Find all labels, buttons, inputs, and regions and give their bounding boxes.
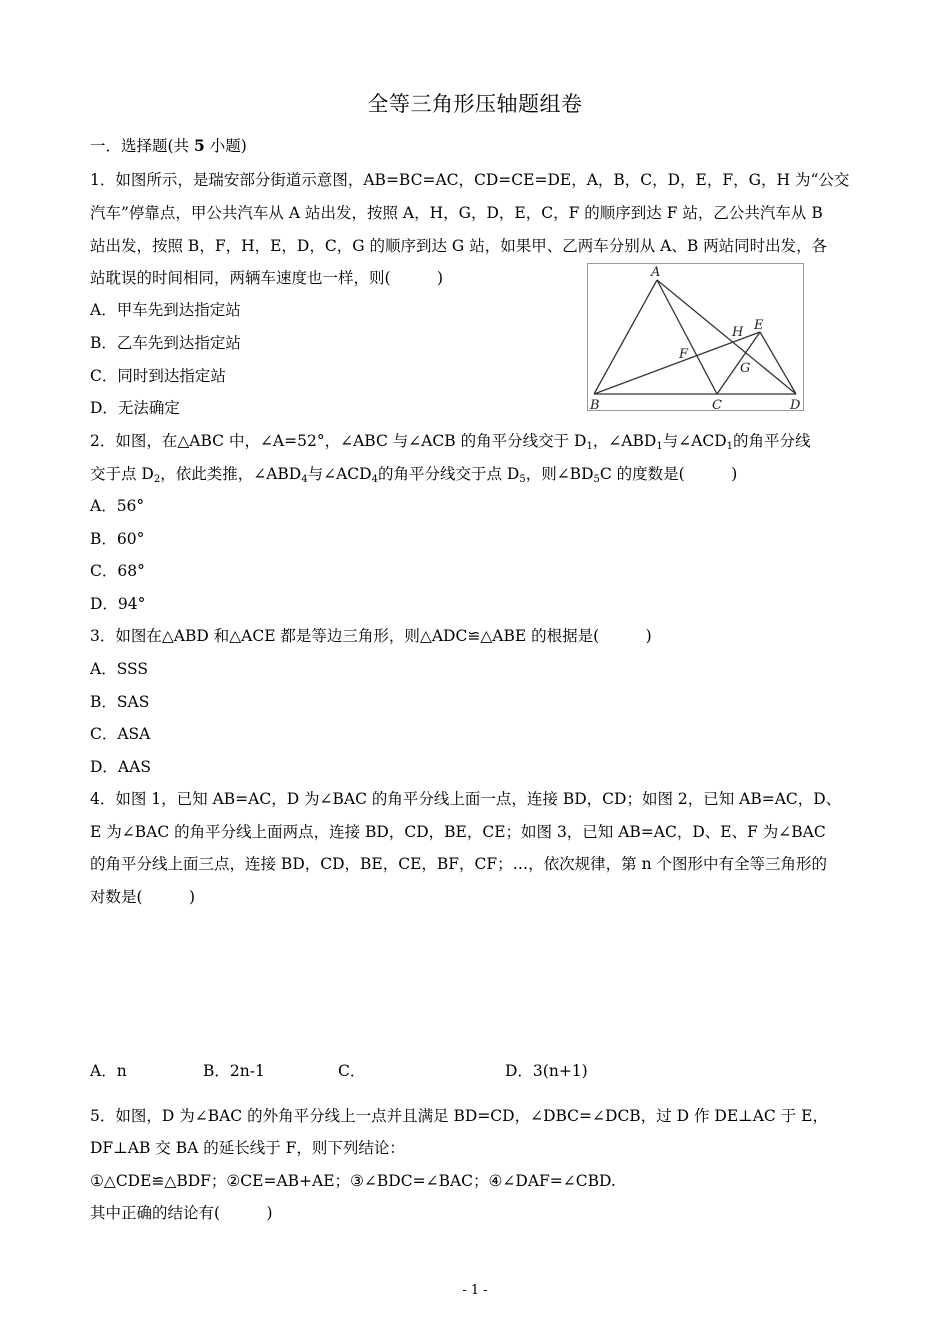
- label-h: H: [732, 325, 744, 340]
- q1-option-c: C．同时到达指定站: [90, 367, 226, 385]
- q3-text: 3．如图在△ABD 和△ACE 都是等边三角形，则△ADC≌△ABE 的根据是( ): [90, 627, 652, 645]
- q4-option-a: A．n: [90, 1062, 127, 1080]
- q5-line-1: 5．如图，D 为∠BAC 的外角平分线上一点并且满足 BD=CD，∠DBC=∠DCB，过 D 作 DE⊥AC 于 E，: [90, 1107, 828, 1125]
- q4-option-b: B．2n-1: [203, 1062, 265, 1080]
- q3-option-c: C．ASA: [90, 725, 151, 743]
- label-b: B: [590, 398, 600, 412]
- q5-line-2: DF⊥AB 交 BA 的延长线于 F，则下列结论：: [90, 1139, 405, 1157]
- q4-line-4: 对数是( ): [90, 888, 196, 906]
- q5-line-4: 其中正确的结论有( ): [90, 1204, 273, 1222]
- q1-option-d: D．无法确定: [90, 399, 180, 417]
- q4-line-2: E 为∠BAC 的角平分线上面两点，连接 BD，CD，BE，CE；如图 3，已知 AB=AC，D、E、F 为∠BAC: [90, 823, 826, 841]
- label-c: C: [712, 398, 722, 412]
- label-e: E: [754, 318, 764, 333]
- q2-option-b: B．60°: [90, 530, 145, 548]
- segment-be: [594, 332, 760, 394]
- q4-option-d: D．3(n+1): [505, 1062, 588, 1080]
- q2-option-c: C．68°: [90, 562, 145, 580]
- segment-ad: [657, 280, 796, 394]
- q4-line-1: 4．如图 1，已知 AB=AC，D 为∠BAC 的角平分线上面一点，连接 BD，CD；如图 2，已知 AB=AC，D、: [90, 790, 842, 808]
- q2-option-a: A．56°: [90, 497, 145, 515]
- label-f: F: [679, 347, 689, 362]
- page-title: 全等三角形压轴题组卷: [367, 92, 583, 116]
- page-number: - 1 -: [462, 1283, 488, 1298]
- q4-option-c: C．: [338, 1062, 366, 1080]
- q1-line-4: 站耽误的时间相同，两辆车速度也一样，则( ): [90, 269, 444, 287]
- q1-option-b: B．乙车先到达指定站: [90, 334, 241, 352]
- segment-ab: [594, 280, 657, 394]
- q4-line-3: 的角平分线上面三点，连接 BD，CD，BE，CE，BF，CF；…，依次规律，第 n 个图形中有全等三角形的: [90, 855, 828, 873]
- q3-option-d: D．AAS: [90, 758, 151, 776]
- q5-line-3: ①△CDE≌△BDF；②CE=AB+AE；③∠BDC=∠BAC；④∠DAF=∠CBD.: [90, 1172, 616, 1190]
- q1-option-a: A．甲车先到达指定站: [90, 301, 241, 319]
- q1-line-3: 站出发，按照 B，F，H，E，D，C，G 的顺序到达 G 站，如果甲、乙两车分别从 A、B 两站同时出发，各: [90, 237, 828, 255]
- q2-option-d: D．94°: [90, 595, 146, 613]
- label-d: D: [790, 398, 801, 412]
- q3-option-b: B．SAS: [90, 693, 150, 711]
- segment-ce: [717, 332, 760, 394]
- q2-line-1: 2．如图，在△ABC 中，∠A=52°，∠ABC 与∠ACB 的角平分线交于 $D_1$，$\angle ABD_1$与$\angle ACD_1$的角平分线: [90, 432, 811, 452]
- q1-line-1: 1．如图所示，是瑞安部分街道示意图，AB=BC=AC，CD=CE=DE，A，B，C，D，E，F，G，H 为“公交: [90, 171, 850, 189]
- section-heading: 一．选择题(共 5 小题): [90, 136, 247, 155]
- street-diagram-svg: [588, 264, 805, 412]
- segment-ac: [657, 280, 717, 394]
- label-g: G: [740, 361, 751, 376]
- q1-street-diagram: [587, 263, 804, 411]
- q2-line-2: 交于点 $D_2$，依此类推，$\angle ABD_4$与$\angle ACD_4$的角平分线交于点 $D_5$，则$\angle BD_5C$ 的度数是( ): [90, 465, 738, 485]
- segment-ed: [760, 332, 796, 394]
- q1-line-2: 汽车”停靠点，甲公共汽车从 A 站出发，按照 A，H，G，D，E，C，F 的顺序到达 F 站，乙公共汽车从 B: [90, 204, 823, 222]
- q3-option-a: A．SSS: [90, 660, 149, 678]
- label-a: A: [651, 265, 661, 280]
